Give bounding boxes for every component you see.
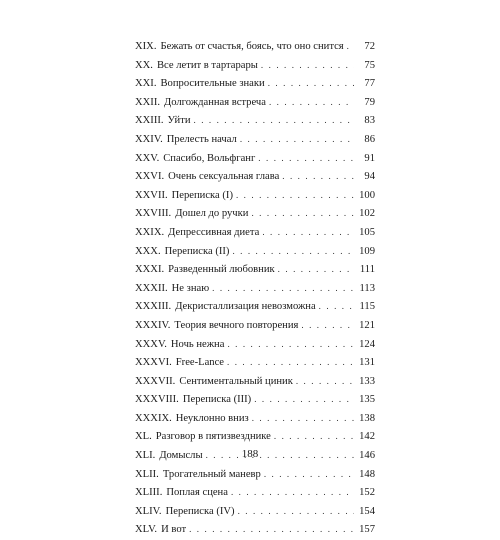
dot-leader	[296, 372, 354, 391]
dot-leader	[194, 111, 355, 130]
chapter-numeral: XXIV.	[135, 133, 163, 145]
toc-entry-text	[135, 484, 228, 503]
dot-leader	[189, 520, 354, 539]
chapter-page-number: 100	[359, 189, 375, 201]
chapter-title: Декристаллизация невозможна	[175, 301, 316, 313]
chapter-page-number: 115	[359, 301, 375, 313]
toc-entry	[135, 186, 375, 205]
toc-entry	[135, 130, 375, 149]
toc-entry	[135, 502, 375, 521]
dot-leader	[261, 56, 354, 75]
toc-entry-text	[135, 280, 209, 299]
chapter-page-number: 75	[364, 59, 375, 71]
toc-entry-text	[135, 243, 229, 262]
chapter-page-number: 105	[359, 226, 375, 238]
toc-entry	[135, 149, 375, 168]
toc-entry	[135, 223, 375, 242]
chapter-title: Сентиментальный циник	[179, 375, 293, 387]
toc-entry-text	[135, 336, 224, 355]
toc-entry	[135, 372, 375, 391]
chapter-page-number: 86	[364, 133, 375, 145]
toc-entry	[135, 353, 375, 372]
chapter-numeral: XXVII.	[135, 189, 168, 201]
chapter-title: Спасибо, Вольфганг	[163, 152, 256, 164]
toc-entry-text	[135, 224, 259, 243]
chapter-numeral: XXIX.	[135, 226, 165, 238]
chapter-page-number: 124	[359, 338, 375, 350]
toc-entry	[135, 260, 375, 279]
toc-entry	[135, 279, 375, 298]
toc-entry	[135, 167, 375, 186]
chapter-numeral: XXVIII.	[135, 208, 172, 220]
chapter-title: Все летит в тартарары	[156, 59, 258, 71]
chapter-title: Очень сексуальная глава	[168, 171, 280, 183]
dot-leader	[232, 242, 354, 261]
chapter-title: Переписка (III)	[182, 394, 252, 406]
chapter-numeral: XLII.	[135, 468, 159, 480]
dot-leader	[231, 483, 354, 502]
toc-entry-text	[135, 428, 271, 447]
chapter-title: Долгожданная встреча	[164, 96, 266, 108]
chapter-page-number: 102	[359, 208, 375, 220]
toc-entry-text	[135, 354, 224, 373]
chapter-title: Не знаю	[171, 282, 210, 294]
chapter-numeral: XXVI.	[135, 171, 165, 183]
chapter-page-number: 91	[364, 152, 375, 164]
chapter-page-number: 138	[359, 412, 375, 424]
toc-entry-text	[135, 298, 316, 317]
dot-leader	[264, 465, 354, 484]
page-number: 188	[241, 448, 259, 460]
dot-leader	[347, 37, 354, 56]
toc-entry	[135, 390, 375, 409]
toc-entry-text	[135, 261, 275, 280]
toc-entry	[135, 409, 375, 428]
chapter-numeral: XXXVIII.	[135, 394, 179, 406]
toc-entry	[135, 335, 375, 354]
dot-leader	[268, 74, 354, 93]
chapter-page-number: 157	[359, 524, 375, 536]
chapter-title: Вопросительные знаки	[160, 78, 265, 90]
chapter-numeral: XXII.	[135, 96, 161, 108]
toc-entry-text	[135, 57, 258, 76]
chapter-page-number: 121	[359, 319, 375, 331]
chapter-numeral: XLIII.	[135, 487, 163, 499]
chapter-numeral: XXXIV.	[135, 319, 171, 331]
toc-entry	[135, 111, 375, 130]
chapter-numeral: XXX.	[135, 245, 161, 257]
chapter-page-number: 77	[364, 78, 375, 90]
toc-entry	[135, 465, 375, 484]
toc-entry	[135, 427, 375, 446]
dot-leader	[227, 335, 354, 354]
toc-entry-text	[135, 466, 261, 485]
chapter-page-number: 135	[359, 394, 375, 406]
chapter-title: Уйти	[167, 115, 191, 127]
dot-leader	[240, 130, 354, 149]
chapter-page-number: 148	[359, 468, 375, 480]
toc-entry-text	[135, 187, 233, 206]
chapter-title: Разговор в пятизвезднике	[155, 431, 271, 443]
chapter-page-number: 79	[364, 96, 375, 108]
chapter-numeral: XXI.	[135, 78, 157, 90]
chapter-page-number: 94	[364, 171, 375, 183]
dot-leader	[282, 167, 354, 186]
toc-entry	[135, 204, 375, 223]
dot-leader	[238, 502, 354, 521]
toc-entry	[135, 297, 375, 316]
chapter-numeral: XL.	[135, 431, 152, 443]
dot-leader	[212, 279, 354, 298]
toc-entry-text	[135, 373, 293, 392]
dot-leader	[262, 223, 354, 242]
toc-entry-text	[135, 38, 344, 57]
chapter-page-number: 142	[359, 431, 375, 443]
chapter-title: Разведенный любовник	[168, 264, 275, 276]
dot-leader	[254, 390, 354, 409]
toc-entry	[135, 56, 375, 75]
toc-entry	[135, 93, 375, 112]
chapter-numeral: XLI.	[135, 450, 156, 462]
chapter-title: Переписка (IV)	[165, 505, 235, 517]
chapter-numeral: XXXV.	[135, 338, 167, 350]
chapter-title: Трогательный маневр	[162, 468, 261, 480]
chapter-page-number: 131	[359, 357, 375, 369]
toc-entry-text	[135, 168, 279, 187]
dot-leader	[227, 353, 354, 372]
chapter-title: Дошел до ручки	[175, 208, 249, 220]
toc-entry-text	[135, 410, 249, 429]
dot-leader	[319, 297, 354, 316]
chapter-title: Переписка (II)	[164, 245, 230, 257]
chapter-page-number: 111	[359, 264, 375, 276]
toc-entry-text	[135, 94, 266, 113]
toc-entry	[135, 316, 375, 335]
chapter-title: Бежать от счастья, боясь, что оно снится	[160, 41, 344, 52]
dot-leader	[236, 186, 354, 205]
dot-leader	[278, 260, 354, 279]
chapter-page-number: 113	[359, 282, 375, 294]
chapter-page-number: 154	[359, 505, 375, 517]
chapter-numeral: XLV.	[135, 524, 158, 536]
chapter-title: Переписка (I)	[171, 189, 233, 201]
chapter-numeral: XXXI.	[135, 264, 165, 276]
chapter-page-number: 83	[364, 115, 375, 127]
chapter-title: Ночь нежна	[170, 338, 225, 350]
chapter-title: И вот	[161, 524, 187, 536]
dot-leader	[252, 409, 354, 428]
chapter-page-number: 72	[364, 41, 375, 52]
dot-leader	[274, 427, 354, 446]
chapter-page-number: 146	[359, 450, 375, 462]
chapter-title: Поплая сцена	[166, 487, 228, 499]
toc-entry	[135, 520, 375, 539]
toc-entry-text	[135, 112, 191, 131]
toc-entry	[135, 74, 375, 93]
toc-entry-text	[135, 131, 237, 150]
chapter-title: Неуклонно вниз	[175, 412, 249, 424]
dot-leader	[251, 204, 354, 223]
chapter-numeral: XXXVII.	[135, 375, 176, 387]
dot-leader	[269, 93, 354, 112]
toc-entry	[135, 37, 375, 56]
chapter-page-number: 109	[359, 245, 375, 257]
toc-entry-text	[135, 391, 251, 410]
chapter-numeral: XIX.	[135, 41, 157, 52]
dot-leader	[258, 149, 354, 168]
table-of-contents	[135, 37, 375, 539]
chapter-numeral: XLIV.	[135, 505, 162, 517]
chapter-title: Free-Lance	[175, 357, 225, 369]
chapter-numeral: XXXII.	[135, 282, 168, 294]
chapter-title: Прелесть начал	[166, 133, 237, 145]
toc-entry	[135, 242, 375, 261]
chapter-numeral: XXXVI.	[135, 357, 172, 369]
toc-entry-text	[135, 75, 265, 94]
chapter-numeral: XXIII.	[135, 115, 164, 127]
toc-entry-text	[135, 150, 255, 169]
chapter-title: Депрессивная диета	[168, 226, 260, 238]
chapter-title: Домыслы	[159, 450, 203, 462]
chapter-page-number: 152	[359, 487, 375, 499]
chapter-title: Теория вечного повторения	[174, 319, 299, 331]
toc-entry-text	[135, 521, 186, 540]
chapter-numeral: XXV.	[135, 152, 160, 164]
dot-leader	[301, 316, 354, 335]
toc-entry-text	[135, 205, 248, 224]
chapter-numeral: XXXIX.	[135, 412, 172, 424]
toc-entry-text	[135, 503, 235, 522]
toc-entry-text	[135, 317, 298, 336]
chapter-numeral: XX.	[135, 59, 153, 71]
chapter-numeral: XXXIII.	[135, 301, 172, 313]
toc-entry	[135, 483, 375, 502]
chapter-page-number: 133	[359, 375, 375, 387]
